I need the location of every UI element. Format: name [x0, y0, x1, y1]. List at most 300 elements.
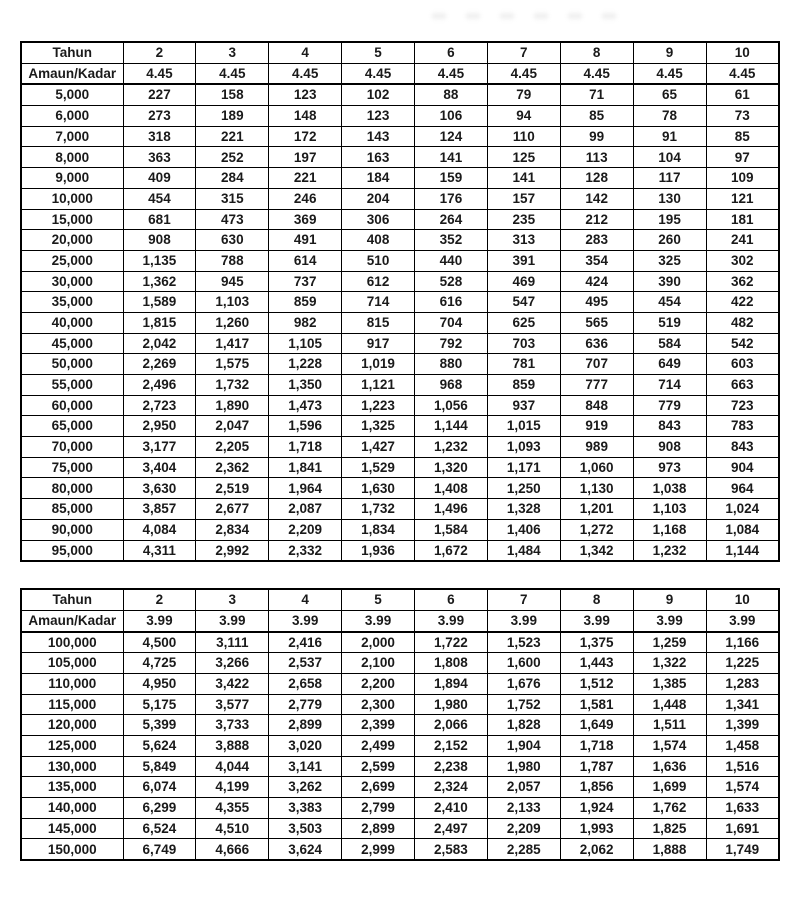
- rate-cell: 4.45: [123, 63, 196, 84]
- value-cell: 106: [415, 106, 488, 127]
- value-cell: 1,228: [269, 354, 342, 375]
- value-cell: 4,199: [196, 777, 269, 798]
- value-cell: 2,066: [415, 715, 488, 736]
- value-cell: 1,596: [269, 416, 342, 437]
- amount-cell: 95,000: [21, 540, 123, 561]
- value-cell: 117: [633, 168, 706, 189]
- value-cell: 1,633: [706, 798, 779, 819]
- year-cell: 10: [706, 589, 779, 610]
- value-cell: 1,649: [560, 715, 633, 736]
- value-cell: 260: [633, 230, 706, 251]
- table-row: [21, 168, 779, 189]
- value-cell: 3,630: [123, 478, 196, 499]
- year-cell: 6: [415, 589, 488, 610]
- value-cell: 1,581: [560, 694, 633, 715]
- value-cell: 1,225: [706, 653, 779, 674]
- table-row: [21, 84, 779, 105]
- value-cell: 1,834: [342, 519, 415, 540]
- value-cell: 1,325: [342, 416, 415, 437]
- value-cell: 246: [269, 188, 342, 209]
- value-cell: 123: [342, 106, 415, 127]
- value-cell: 1,980: [415, 694, 488, 715]
- value-cell: 1,574: [706, 777, 779, 798]
- value-cell: 5,849: [123, 756, 196, 777]
- value-cell: 1,408: [415, 478, 488, 499]
- rate-cell: 3.99: [196, 610, 269, 631]
- table-row: [21, 209, 779, 230]
- value-cell: 2,537: [269, 653, 342, 674]
- table-row: [21, 653, 779, 674]
- amount-cell: 70,000: [21, 437, 123, 458]
- rate-cell: 3.99: [706, 610, 779, 631]
- value-cell: 3,262: [269, 777, 342, 798]
- value-cell: 1,448: [633, 694, 706, 715]
- table-row: [21, 798, 779, 819]
- value-cell: 1,752: [487, 694, 560, 715]
- value-cell: 79: [487, 84, 560, 105]
- value-cell: 2,723: [123, 395, 196, 416]
- rate-cell: 4.45: [633, 63, 706, 84]
- table-row: [21, 437, 779, 458]
- amount-cell: 5,000: [21, 84, 123, 105]
- value-cell: 284: [196, 168, 269, 189]
- value-cell: 85: [706, 126, 779, 147]
- value-cell: 409: [123, 168, 196, 189]
- table-row: [21, 756, 779, 777]
- value-cell: 1,762: [633, 798, 706, 819]
- value-cell: 315: [196, 188, 269, 209]
- value-cell: 128: [560, 168, 633, 189]
- value-cell: 148: [269, 106, 342, 127]
- value-cell: 1,890: [196, 395, 269, 416]
- value-cell: 91: [633, 126, 706, 147]
- value-cell: 1,272: [560, 519, 633, 540]
- value-cell: 2,834: [196, 519, 269, 540]
- value-cell: 102: [342, 84, 415, 105]
- value-cell: 318: [123, 126, 196, 147]
- value-cell: 528: [415, 271, 488, 292]
- value-cell: 1,283: [706, 673, 779, 694]
- year-cell: 9: [633, 42, 706, 63]
- value-cell: 482: [706, 312, 779, 333]
- value-cell: 2,799: [342, 798, 415, 819]
- amount-cell: 15,000: [21, 209, 123, 230]
- value-cell: 2,499: [342, 736, 415, 757]
- rate-cell: 3.99: [633, 610, 706, 631]
- value-cell: 2,519: [196, 478, 269, 499]
- value-cell: 616: [415, 292, 488, 313]
- value-cell: 2,992: [196, 540, 269, 561]
- value-cell: 241: [706, 230, 779, 251]
- value-cell: 264: [415, 209, 488, 230]
- value-cell: 908: [633, 437, 706, 458]
- value-cell: 283: [560, 230, 633, 251]
- value-cell: 2,238: [415, 756, 488, 777]
- value-cell: 4,510: [196, 818, 269, 839]
- table-row: [21, 694, 779, 715]
- payment-table-1: [20, 41, 780, 562]
- value-cell: 1,130: [560, 478, 633, 499]
- value-cell: 917: [342, 333, 415, 354]
- year-cell: 6: [415, 42, 488, 63]
- amount-cell: 150,000: [21, 839, 123, 860]
- amount-cell: 60,000: [21, 395, 123, 416]
- value-cell: 937: [487, 395, 560, 416]
- value-cell: 1,166: [706, 632, 779, 653]
- value-cell: 1,019: [342, 354, 415, 375]
- value-cell: 1,103: [196, 292, 269, 313]
- year-cell: 7: [487, 42, 560, 63]
- value-cell: 3,422: [196, 673, 269, 694]
- value-cell: 1,341: [706, 694, 779, 715]
- value-cell: 172: [269, 126, 342, 147]
- value-cell: 1,718: [269, 437, 342, 458]
- value-cell: 65: [633, 84, 706, 105]
- table-row: [21, 777, 779, 798]
- value-cell: 227: [123, 84, 196, 105]
- value-cell: 390: [633, 271, 706, 292]
- value-cell: 2,658: [269, 673, 342, 694]
- amount-cell: 80,000: [21, 478, 123, 499]
- value-cell: 781: [487, 354, 560, 375]
- year-cell: 4: [269, 589, 342, 610]
- value-cell: 542: [706, 333, 779, 354]
- amount-cell: 145,000: [21, 818, 123, 839]
- payment-table-1-body: [21, 42, 779, 561]
- amount-cell: 25,000: [21, 250, 123, 271]
- amount-cell: 115,000: [21, 694, 123, 715]
- value-cell: 779: [633, 395, 706, 416]
- value-cell: 2,200: [342, 673, 415, 694]
- value-cell: 1,828: [487, 715, 560, 736]
- value-cell: 964: [706, 478, 779, 499]
- table-row: [21, 271, 779, 292]
- value-cell: 313: [487, 230, 560, 251]
- value-cell: 1,676: [487, 673, 560, 694]
- value-cell: 424: [560, 271, 633, 292]
- value-cell: 636: [560, 333, 633, 354]
- value-cell: 1,964: [269, 478, 342, 499]
- value-cell: 469: [487, 271, 560, 292]
- value-cell: 1,168: [633, 519, 706, 540]
- amount-cell: 30,000: [21, 271, 123, 292]
- value-cell: 4,084: [123, 519, 196, 540]
- value-cell: 1,600: [487, 653, 560, 674]
- value-cell: 714: [342, 292, 415, 313]
- value-cell: 547: [487, 292, 560, 313]
- rate-cell: 4.45: [342, 63, 415, 84]
- value-cell: 1,980: [487, 756, 560, 777]
- value-cell: 159: [415, 168, 488, 189]
- value-cell: 625: [487, 312, 560, 333]
- value-cell: 815: [342, 312, 415, 333]
- value-cell: 391: [487, 250, 560, 271]
- value-cell: 158: [196, 84, 269, 105]
- value-cell: 908: [123, 230, 196, 251]
- value-cell: 1,691: [706, 818, 779, 839]
- value-cell: 1,232: [415, 437, 488, 458]
- value-cell: 1,856: [560, 777, 633, 798]
- value-cell: 3,857: [123, 499, 196, 520]
- value-cell: 2,087: [269, 499, 342, 520]
- value-cell: 510: [342, 250, 415, 271]
- value-cell: 1,171: [487, 457, 560, 478]
- value-cell: 369: [269, 209, 342, 230]
- rate-cell: 3.99: [269, 610, 342, 631]
- value-cell: 5,399: [123, 715, 196, 736]
- value-cell: 2,100: [342, 653, 415, 674]
- value-cell: 565: [560, 312, 633, 333]
- value-cell: 919: [560, 416, 633, 437]
- value-cell: 2,599: [342, 756, 415, 777]
- value-cell: 2,152: [415, 736, 488, 757]
- year-cell: 3: [196, 589, 269, 610]
- value-cell: 2,057: [487, 777, 560, 798]
- value-cell: 71: [560, 84, 633, 105]
- table-row: [21, 715, 779, 736]
- value-cell: 3,503: [269, 818, 342, 839]
- value-cell: 3,177: [123, 437, 196, 458]
- value-cell: 1,105: [269, 333, 342, 354]
- year-cell: 2: [123, 589, 196, 610]
- value-cell: 184: [342, 168, 415, 189]
- value-cell: 1,443: [560, 653, 633, 674]
- value-cell: 723: [706, 395, 779, 416]
- amount-cell: 100,000: [21, 632, 123, 653]
- value-cell: 1,144: [706, 540, 779, 561]
- value-cell: 783: [706, 416, 779, 437]
- value-cell: 1,375: [560, 632, 633, 653]
- value-cell: 2,133: [487, 798, 560, 819]
- year-header-row: [21, 42, 779, 63]
- table-row: [21, 106, 779, 127]
- value-cell: 1,399: [706, 715, 779, 736]
- value-cell: 78: [633, 106, 706, 127]
- value-cell: 221: [269, 168, 342, 189]
- value-cell: 1,038: [633, 478, 706, 499]
- rate-cell: 3.99: [560, 610, 633, 631]
- value-cell: 1,473: [269, 395, 342, 416]
- value-cell: 859: [487, 375, 560, 396]
- value-cell: 1,904: [487, 736, 560, 757]
- amount-cell: 6,000: [21, 106, 123, 127]
- amount-cell: 20,000: [21, 230, 123, 251]
- year-cell: 8: [560, 42, 633, 63]
- value-cell: 1,250: [487, 478, 560, 499]
- table-row: [21, 519, 779, 540]
- value-cell: 3,020: [269, 736, 342, 757]
- value-cell: 1,385: [633, 673, 706, 694]
- value-cell: 491: [269, 230, 342, 251]
- value-cell: 843: [706, 437, 779, 458]
- value-cell: 363: [123, 147, 196, 168]
- value-cell: 681: [123, 209, 196, 230]
- value-cell: 1,417: [196, 333, 269, 354]
- value-cell: 4,950: [123, 673, 196, 694]
- value-cell: 2,362: [196, 457, 269, 478]
- value-cell: 6,074: [123, 777, 196, 798]
- value-cell: 1,496: [415, 499, 488, 520]
- value-cell: 1,084: [706, 519, 779, 540]
- value-cell: 121: [706, 188, 779, 209]
- rate-cell: 4.45: [415, 63, 488, 84]
- table-row: [21, 839, 779, 860]
- value-cell: 704: [415, 312, 488, 333]
- amount-cell: 40,000: [21, 312, 123, 333]
- value-cell: 1,699: [633, 777, 706, 798]
- rate-cell: 3.99: [415, 610, 488, 631]
- value-cell: 3,733: [196, 715, 269, 736]
- value-cell: 2,205: [196, 437, 269, 458]
- amount-cell: 85,000: [21, 499, 123, 520]
- value-cell: 110: [487, 126, 560, 147]
- value-cell: 302: [706, 250, 779, 271]
- tables-container: [20, 41, 780, 887]
- value-cell: 663: [706, 375, 779, 396]
- amount-cell: 140,000: [21, 798, 123, 819]
- value-cell: 306: [342, 209, 415, 230]
- rate-cell: 4.45: [560, 63, 633, 84]
- value-cell: 123: [269, 84, 342, 105]
- year-cell: 10: [706, 42, 779, 63]
- value-cell: 354: [560, 250, 633, 271]
- value-cell: 1,584: [415, 519, 488, 540]
- value-cell: 4,355: [196, 798, 269, 819]
- amaun-kadar-label-cell: Amaun/Kadar: [21, 63, 123, 84]
- value-cell: 85: [560, 106, 633, 127]
- value-cell: 6,749: [123, 839, 196, 860]
- value-cell: 2,699: [342, 777, 415, 798]
- table-row: [21, 499, 779, 520]
- value-cell: 5,175: [123, 694, 196, 715]
- value-cell: 1,894: [415, 673, 488, 694]
- amount-cell: 110,000: [21, 673, 123, 694]
- value-cell: 3,404: [123, 457, 196, 478]
- value-cell: 859: [269, 292, 342, 313]
- table-row: [21, 126, 779, 147]
- value-cell: 189: [196, 106, 269, 127]
- value-cell: 1,523: [487, 632, 560, 653]
- table-row: [21, 354, 779, 375]
- value-cell: 788: [196, 250, 269, 271]
- year-cell: 8: [560, 589, 633, 610]
- value-cell: 5,624: [123, 736, 196, 757]
- value-cell: 197: [269, 147, 342, 168]
- value-cell: 1,328: [487, 499, 560, 520]
- amaun-kadar-label-cell: Amaun/Kadar: [21, 610, 123, 631]
- amount-cell: 120,000: [21, 715, 123, 736]
- value-cell: 880: [415, 354, 488, 375]
- value-cell: 737: [269, 271, 342, 292]
- value-cell: 2,285: [487, 839, 560, 860]
- rate-cell: 3.99: [487, 610, 560, 631]
- value-cell: 989: [560, 437, 633, 458]
- value-cell: 1,993: [560, 818, 633, 839]
- value-cell: 4,311: [123, 540, 196, 561]
- value-cell: 2,042: [123, 333, 196, 354]
- value-cell: 1,135: [123, 250, 196, 271]
- amount-cell: 35,000: [21, 292, 123, 313]
- value-cell: 124: [415, 126, 488, 147]
- table-row: [21, 540, 779, 561]
- table-row: [21, 457, 779, 478]
- value-cell: 1,825: [633, 818, 706, 839]
- value-cell: 2,269: [123, 354, 196, 375]
- value-cell: 2,899: [342, 818, 415, 839]
- value-cell: 2,300: [342, 694, 415, 715]
- rate-cell: 4.45: [487, 63, 560, 84]
- rate-cell: 3.99: [123, 610, 196, 631]
- value-cell: 1,060: [560, 457, 633, 478]
- table-row: [21, 632, 779, 653]
- value-cell: 1,121: [342, 375, 415, 396]
- value-cell: 1,787: [560, 756, 633, 777]
- value-cell: 125: [487, 147, 560, 168]
- value-cell: 99: [560, 126, 633, 147]
- year-cell: 5: [342, 589, 415, 610]
- value-cell: 473: [196, 209, 269, 230]
- value-cell: 157: [487, 188, 560, 209]
- value-cell: 1,056: [415, 395, 488, 416]
- rate-cell: 4.45: [269, 63, 342, 84]
- value-cell: 176: [415, 188, 488, 209]
- value-cell: 904: [706, 457, 779, 478]
- value-cell: 2,047: [196, 416, 269, 437]
- value-cell: 1,259: [633, 632, 706, 653]
- value-cell: 2,399: [342, 715, 415, 736]
- value-cell: 2,779: [269, 694, 342, 715]
- value-cell: 1,093: [487, 437, 560, 458]
- value-cell: 714: [633, 375, 706, 396]
- rate-row: [21, 610, 779, 631]
- tahun-label-cell: Tahun: [21, 42, 123, 63]
- value-cell: 848: [560, 395, 633, 416]
- value-cell: 1,427: [342, 437, 415, 458]
- value-cell: 212: [560, 209, 633, 230]
- value-cell: 3,383: [269, 798, 342, 819]
- value-cell: 88: [415, 84, 488, 105]
- value-cell: 454: [633, 292, 706, 313]
- payment-table-2: [20, 588, 780, 861]
- value-cell: 4,666: [196, 839, 269, 860]
- amount-cell: 55,000: [21, 375, 123, 396]
- value-cell: 1,841: [269, 457, 342, 478]
- amount-cell: 105,000: [21, 653, 123, 674]
- amount-cell: 45,000: [21, 333, 123, 354]
- amount-cell: 65,000: [21, 416, 123, 437]
- value-cell: 4,500: [123, 632, 196, 653]
- value-cell: 1,484: [487, 540, 560, 561]
- year-cell: 3: [196, 42, 269, 63]
- value-cell: 703: [487, 333, 560, 354]
- amount-cell: 130,000: [21, 756, 123, 777]
- value-cell: 1,362: [123, 271, 196, 292]
- table-row: [21, 375, 779, 396]
- amount-cell: 125,000: [21, 736, 123, 757]
- value-cell: 1,232: [633, 540, 706, 561]
- value-cell: 1,732: [342, 499, 415, 520]
- rate-row: [21, 63, 779, 84]
- value-cell: 1,511: [633, 715, 706, 736]
- value-cell: 195: [633, 209, 706, 230]
- value-cell: 707: [560, 354, 633, 375]
- value-cell: 2,950: [123, 416, 196, 437]
- value-cell: 1,718: [560, 736, 633, 757]
- value-cell: 584: [633, 333, 706, 354]
- scan-smudge-artifact: [432, 13, 622, 19]
- value-cell: 2,416: [269, 632, 342, 653]
- value-cell: 968: [415, 375, 488, 396]
